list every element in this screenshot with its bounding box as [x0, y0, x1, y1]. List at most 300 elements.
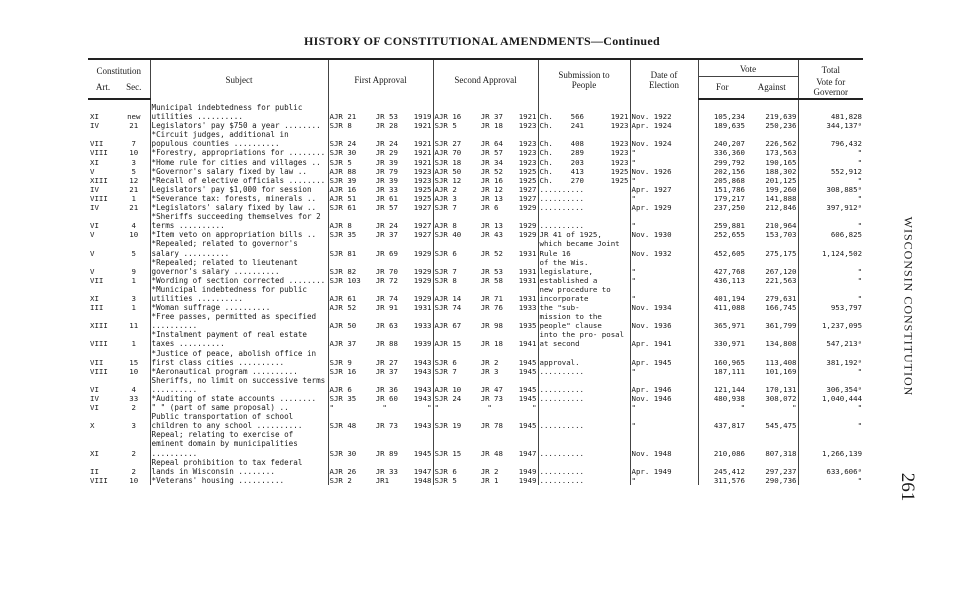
election-date-cell: " — [630, 476, 698, 485]
vote-for-cell: 189,635 — [713, 121, 746, 131]
first-approval-cell — [328, 349, 433, 367]
second-approval-cell-part: JR 52 — [480, 166, 503, 176]
first-approval-cell-part: 1933 — [413, 321, 432, 331]
submission-part: 566 — [570, 112, 585, 122]
first-approval-cell-part: JR 57 — [375, 203, 398, 213]
second-approval-cell-part: 1927 — [518, 193, 537, 203]
second-approval-cell-part: 1931 — [518, 266, 537, 276]
section-cell: 21 — [118, 185, 150, 194]
article-cell: IV — [90, 394, 99, 403]
first-approval-cell — [328, 367, 433, 376]
vote-against-cell: 807,318 — [746, 430, 798, 457]
first-approval-cell — [328, 167, 433, 176]
first-approval-cell-part: " — [329, 403, 334, 413]
first-approval-cell — [328, 258, 433, 276]
submission-cell — [538, 303, 630, 312]
section-cell: 33 — [118, 394, 150, 403]
total-vote-cell: " — [857, 421, 863, 431]
first-approval-cell — [328, 158, 433, 167]
vote-for-cell: 437,817 — [713, 421, 746, 431]
second-approval-cell-part: JR 3 — [480, 366, 499, 376]
second-approval-cell-part: 1931 — [518, 275, 537, 285]
vote-for-cell: 240,207 — [713, 139, 746, 149]
second-approval-cell-part: 1929 — [518, 221, 537, 231]
second-approval-cell-part: SJR 74 — [434, 303, 462, 313]
subject-cell: *Home rule for cities and villages .. — [150, 158, 328, 167]
second-approval-cell — [433, 285, 538, 303]
first-approval-cell — [328, 394, 433, 403]
submission-cell — [538, 412, 630, 430]
second-approval-cell-part: SJR 7 — [434, 203, 457, 213]
article-cell: VIII — [90, 366, 108, 376]
first-approval-cell-part: SJR 9 — [329, 357, 352, 367]
article-cell: IV — [90, 121, 99, 131]
submission-cell — [538, 167, 630, 176]
table-row — [88, 212, 863, 230]
vote-for-cell: 187,111 — [713, 366, 746, 376]
first-approval-cell-part: SJR 39 — [329, 175, 357, 185]
submission-part: 270 — [570, 175, 585, 185]
submission-part: .......... — [539, 384, 585, 394]
second-approval-cell-part: JR 16 — [480, 175, 503, 185]
second-approval-cell-part: SJR 27 — [434, 139, 462, 149]
submission-cell — [538, 276, 630, 285]
vote-for-cell: 205,868 — [713, 175, 746, 185]
first-approval-cell-part: JR 91 — [375, 303, 398, 313]
first-approval-cell-part: 1939 — [413, 339, 432, 349]
first-approval-cell-part: SJR 30 — [329, 448, 357, 458]
subject-cell: Repeal prohibition to tax federal lands in Wisconsin ........ — [150, 458, 328, 476]
first-approval-cell-part: AJR 6 — [329, 384, 352, 394]
second-approval-cell-part: JR 78 — [480, 421, 503, 431]
second-approval-cell-part: 1949 — [518, 466, 537, 476]
second-approval-cell — [433, 376, 538, 394]
section-cell: 21 — [118, 203, 150, 212]
subject-header: Subject — [150, 59, 328, 99]
first-approval-cell — [328, 230, 433, 239]
vote-against-cell: 308,072 — [746, 394, 798, 403]
first-approval-header: First Approval — [328, 59, 433, 99]
amendments-table — [88, 58, 863, 485]
first-approval-cell-part: 1923 — [413, 175, 432, 185]
article-cell: VII — [90, 139, 104, 149]
first-approval-cell-part: SJR 81 — [329, 248, 357, 258]
second-approval-cell-part: 1921 — [518, 112, 537, 122]
submission-cell — [538, 194, 630, 203]
second-approval-cell — [433, 330, 538, 348]
election-date-cell: Apr. 1929 — [630, 203, 698, 212]
date-of-election-header: Date of Election — [630, 59, 698, 99]
submission-part: .......... — [539, 421, 585, 431]
submission-cell — [538, 239, 630, 257]
section-cell: 7 — [118, 130, 150, 148]
second-approval-cell-part: SJR 24 — [434, 394, 462, 403]
submission-part: JR 41 of 1925, — [539, 230, 602, 240]
vote-for-cell: 179,217 — [713, 193, 746, 203]
page-number-text: 261 — [897, 472, 918, 502]
submission-cell — [538, 403, 630, 412]
total-header: Total — [798, 59, 863, 76]
table-row — [88, 367, 863, 376]
submission-part: new procedure to incorporate — [539, 284, 611, 303]
first-approval-cell-part: JR 61 — [375, 193, 398, 203]
election-date-cell: " — [630, 258, 698, 276]
subject-cell: *Forestry, appropriations for ........ — [150, 148, 328, 157]
first-approval-cell-part: JR 73 — [375, 421, 398, 431]
first-approval-cell-part: JR 37 — [375, 230, 398, 240]
submission-cell — [538, 176, 630, 185]
table-row — [88, 148, 863, 157]
second-approval-cell-part: 1925 — [518, 175, 537, 185]
submission-cell — [538, 185, 630, 194]
table-row — [88, 330, 863, 348]
total-vote-cell: 796,432 — [830, 139, 863, 149]
vote-against-cell: 275,175 — [746, 239, 798, 257]
second-approval-cell-part: SJR 6 — [434, 357, 457, 367]
submission-part: 1923 — [610, 121, 629, 131]
total-vote-cell: 397,912ᵃ — [826, 203, 863, 213]
submission-cell — [538, 330, 630, 348]
election-date-cell: Nov. 1936 — [630, 312, 698, 330]
submission-part: Ch. — [539, 121, 553, 131]
vote-for-cell: 259,881 — [713, 221, 746, 231]
table-row — [88, 303, 863, 312]
first-approval-cell-part: AJR 37 — [329, 339, 357, 349]
submission-cell — [538, 430, 630, 457]
total-vote-governor-header: Vote for Governor — [798, 76, 863, 99]
subject-cell: Repeal; relating to exercise of eminent domain by municipalities .......... — [150, 430, 328, 457]
second-approval-cell-part: " — [434, 403, 439, 413]
first-approval-cell-part: AJR 61 — [329, 293, 357, 303]
first-approval-cell-part: 1929 — [413, 248, 432, 258]
article-cell: VIII — [90, 475, 108, 485]
table-row — [88, 185, 863, 194]
table-row — [88, 130, 863, 148]
first-approval-cell-part: AJR 52 — [329, 303, 357, 313]
section-cell: 11 — [118, 312, 150, 330]
second-approval-cell — [433, 258, 538, 276]
first-approval-cell — [328, 121, 433, 130]
second-approval-cell-part: SJR 12 — [434, 175, 462, 185]
constitution-header — [88, 59, 150, 76]
article-cell: VI — [90, 384, 99, 394]
running-head-text: WISCONSIN CONSTITUTION — [901, 216, 916, 397]
submission-cell — [538, 212, 630, 230]
first-approval-cell-part: SJR 8 — [329, 121, 352, 131]
second-approval-cell-part: JR 58 — [480, 275, 503, 285]
first-approval-cell-part: 1943 — [413, 394, 432, 403]
submission-part: .......... — [539, 221, 585, 231]
second-approval-cell-part: AJR 15 — [434, 339, 462, 349]
second-approval-cell-part: JR 37 — [480, 112, 503, 122]
submission-cell — [538, 394, 630, 403]
subject-cell: *Wording of section corrected ........ — [150, 276, 328, 285]
election-date-cell: Apr. 1946 — [630, 376, 698, 394]
first-approval-cell-part: AJR 88 — [329, 166, 357, 176]
second-approval-cell-part: AJR 8 — [434, 221, 457, 231]
vote-for-cell: 336,360 — [713, 148, 746, 158]
first-approval-cell-part: SJR 5 — [329, 157, 352, 167]
second-approval-cell — [433, 303, 538, 312]
submission-cell — [538, 349, 630, 367]
total-vote-cell: 308,885ᵃ — [826, 184, 863, 194]
election-date-cell: " — [630, 212, 698, 230]
vote-for-cell: 299,792 — [713, 157, 746, 167]
second-approval-cell — [433, 430, 538, 457]
second-approval-cell-part: JR 57 — [480, 148, 503, 158]
subject-cell: *Repealed; related to governor's salary .......... — [150, 239, 328, 257]
vote-for-cell: 121,144 — [713, 384, 746, 394]
second-approval-cell-part: 1945 — [518, 384, 537, 394]
submission-cell — [538, 312, 630, 330]
vote-for-cell: 452,605 — [713, 248, 746, 258]
section-cell: 10 — [118, 367, 150, 376]
first-approval-cell-part: JR1 — [375, 475, 390, 485]
second-approval-cell — [433, 167, 538, 176]
second-approval-cell-part: 1945 — [518, 366, 537, 376]
first-approval-cell-part: SJR 24 — [329, 139, 357, 149]
section-cell: 21 — [118, 121, 150, 130]
vote-against-cell: 166,745 — [746, 303, 798, 312]
first-approval-cell-part: JR 29 — [375, 148, 398, 158]
submission-part: 408 — [570, 139, 585, 149]
second-approval-cell-part: 1935 — [518, 321, 537, 331]
first-approval-cell — [328, 285, 433, 303]
total-vote-cell: 344,137ᵃ — [826, 121, 863, 131]
election-date-cell: Nov. 1922 — [630, 99, 698, 121]
submission-part: 289 — [570, 148, 585, 158]
subject-cell: Municipal indebtedness for public utilities .......... — [150, 99, 328, 121]
vote-for-cell: 202,156 — [713, 166, 746, 176]
total-vote-cell: 381,192ᵃ — [826, 357, 863, 367]
second-approval-cell — [433, 185, 538, 194]
submission-part: which became Joint Rule 16 — [539, 239, 620, 258]
first-approval-cell-part: AJR 50 — [329, 321, 357, 331]
first-approval-cell-part: 1923 — [413, 166, 432, 176]
first-approval-cell-part: SJR 61 — [329, 203, 357, 213]
first-approval-cell-part: SJR 2 — [329, 475, 352, 485]
second-approval-cell-part: JR 34 — [480, 157, 503, 167]
submission-part: established a — [539, 275, 598, 285]
total-vote-cell: 1,237,095 — [821, 321, 863, 331]
section-cell: 1 — [118, 194, 150, 203]
vote-against-cell: 153,703 — [746, 230, 798, 239]
election-date-cell: Nov. 1924 — [630, 130, 698, 148]
first-approval-cell-part: JR 89 — [375, 448, 398, 458]
vote-for-cell: 210,086 — [713, 448, 746, 458]
vote-for-cell: 311,576 — [713, 475, 746, 485]
section-cell: 15 — [118, 349, 150, 367]
second-approval-cell — [433, 349, 538, 367]
second-approval-cell-part: AJR 10 — [434, 384, 462, 394]
submission-part: .......... — [539, 448, 585, 458]
submission-cell — [538, 99, 630, 121]
second-approval-cell-part: JR 64 — [480, 139, 503, 149]
second-approval-cell-part: 1923 — [518, 148, 537, 158]
second-approval-cell-part: JR 6 — [480, 203, 499, 213]
second-approval-cell — [433, 203, 538, 212]
submission-part: .......... — [539, 193, 585, 203]
second-approval-cell — [433, 312, 538, 330]
vote-against-cell: 221,563 — [746, 276, 798, 285]
section-cell: 4 — [118, 376, 150, 394]
second-approval-cell-part: AJR 67 — [434, 321, 462, 331]
second-approval-cell-part: JR 53 — [480, 266, 503, 276]
vote-for-cell: 105,234 — [713, 112, 746, 122]
second-approval-cell-part: JR 52 — [480, 248, 503, 258]
vote-against-cell: 226,562 — [746, 130, 798, 148]
vote-against-cell: 141,888 — [746, 194, 798, 203]
article-cell: VIII — [90, 193, 108, 203]
second-approval-cell — [433, 367, 538, 376]
election-date-cell: Nov. 1934 — [630, 303, 698, 312]
vote-against-cell: 219,639 — [746, 99, 798, 121]
first-approval-cell-part: AJR 8 — [329, 221, 352, 231]
first-approval-cell-part: JR 53 — [375, 112, 398, 122]
submission-cell — [538, 476, 630, 485]
section-cell: 4 — [118, 212, 150, 230]
first-approval-cell-part: 1943 — [413, 357, 432, 367]
second-approval-cell — [433, 158, 538, 167]
table-row — [88, 158, 863, 167]
second-approval-cell — [433, 394, 538, 403]
second-approval-cell-part: SJR 15 — [434, 448, 462, 458]
submission-cell — [538, 158, 630, 167]
first-approval-cell — [328, 312, 433, 330]
second-approval-cell-part: AJR 2 — [434, 184, 457, 194]
subject-cell: *Free passes, permitted as specified .......... — [150, 312, 328, 330]
first-approval-cell-part: JR 63 — [375, 321, 398, 331]
subject-cell: *Recall of elective officials ........ — [150, 176, 328, 185]
subject-cell: *Municipal indebtedness for public utilities .......... — [150, 285, 328, 303]
total-vote-cell: 1,040,444 — [821, 394, 863, 403]
second-approval-cell-part: JR 18 — [480, 339, 503, 349]
section-cell: 3 — [118, 158, 150, 167]
submission-part: Ch. — [539, 148, 553, 158]
section-cell: 1 — [118, 303, 150, 312]
first-approval-cell-part: 1919 — [413, 112, 432, 122]
article-cell: XI — [90, 293, 99, 303]
first-approval-cell — [328, 476, 433, 485]
submission-cell — [538, 376, 630, 394]
second-approval-cell-part: JR 18 — [480, 121, 503, 131]
second-approval-cell-part: JR 98 — [480, 321, 503, 331]
total-vote-cell: 481,828 — [830, 112, 863, 122]
first-approval-cell-part: 1943 — [413, 421, 432, 431]
second-approval-cell — [433, 403, 538, 412]
first-approval-cell-part: SJR 48 — [329, 421, 357, 431]
total-vote-cell: " — [857, 366, 863, 376]
submission-part: of the Wis. legislature, — [539, 257, 593, 276]
second-approval-cell-part: JR 12 — [480, 184, 503, 194]
first-approval-cell-part: AJR 21 — [329, 112, 357, 122]
first-approval-cell — [328, 99, 433, 121]
submission-part: 1923 — [610, 139, 629, 149]
table-row — [88, 430, 863, 457]
section-cell: 10 — [118, 476, 150, 485]
election-date-cell: " — [630, 403, 698, 412]
vote-against-cell: 290,736 — [746, 476, 798, 485]
section-cell: new — [118, 99, 150, 121]
election-date-cell: " — [630, 176, 698, 185]
section-cell: 3 — [118, 285, 150, 303]
submission-part: .......... — [539, 203, 585, 213]
total-vote-cell: 606,825 — [830, 230, 863, 240]
first-approval-cell — [328, 330, 433, 348]
subject-cell: *Governor's salary fixed by law .. — [150, 167, 328, 176]
section-cell: 2 — [118, 458, 150, 476]
election-date-cell: " — [630, 158, 698, 167]
article-cell: VIII — [90, 148, 108, 158]
first-approval-cell-part: AJR 16 — [329, 184, 357, 194]
submission-cell — [538, 130, 630, 148]
first-approval-cell-part: 1925 — [413, 193, 432, 203]
table-row — [88, 276, 863, 285]
subject-cell: *Auditing of state accounts ........ — [150, 394, 328, 403]
election-date-cell: " — [630, 412, 698, 430]
second-approval-cell — [433, 230, 538, 239]
second-approval-cell-part: 1923 — [518, 139, 537, 149]
article-cell: V — [90, 166, 95, 176]
second-approval-cell-part: 1945 — [518, 357, 537, 367]
vote-for-cell: 151,786 — [713, 184, 746, 194]
subject-cell: Legislators' pay $1,000 for session — [150, 185, 328, 194]
election-date-cell: Apr. 1945 — [630, 349, 698, 367]
election-date-cell: " — [630, 285, 698, 303]
first-approval-cell-part: JR 28 — [375, 121, 398, 131]
second-approval-cell-part: SJR 8 — [434, 275, 457, 285]
first-approval-cell-part: 1921 — [413, 139, 432, 149]
election-date-cell: Apr. 1927 — [630, 185, 698, 194]
first-approval-cell-part: JR 70 — [375, 266, 398, 276]
vote-against-cell: 250,236 — [746, 121, 798, 130]
for-header: For — [698, 76, 746, 99]
section-cell: 5 — [118, 239, 150, 257]
first-approval-cell-part: 1927 — [413, 230, 432, 240]
second-approval-cell-part: JR 71 — [480, 293, 503, 303]
vote-against-cell: 210,964 — [746, 212, 798, 230]
second-approval-cell — [433, 99, 538, 121]
second-approval-cell-part: JR 76 — [480, 303, 503, 313]
first-approval-cell-part: " — [427, 403, 432, 413]
submission-cell — [538, 458, 630, 476]
second-approval-cell-part: 1949 — [518, 475, 537, 485]
second-approval-cell-part: 1931 — [518, 293, 537, 303]
sec-header: Sec. — [118, 76, 150, 99]
first-approval-cell-part: JR 60 — [375, 394, 398, 403]
submission-part: Ch. — [539, 166, 553, 176]
election-date-cell: Nov. 1946 — [630, 394, 698, 403]
first-approval-cell-part: 1931 — [413, 303, 432, 313]
section-cell: 12 — [118, 176, 150, 185]
section-cell: 2 — [118, 430, 150, 457]
article-cell: V — [90, 266, 95, 276]
table-body — [88, 99, 863, 485]
submission-part: .......... — [539, 184, 585, 194]
submission-part: 413 — [570, 166, 585, 176]
submission-part: 1921 — [610, 112, 629, 122]
total-vote-cell: " — [857, 293, 863, 303]
second-approval-cell-part: SJR 6 — [434, 466, 457, 476]
submission-part: 1925 — [610, 166, 629, 176]
submission-part: 1923 — [610, 157, 629, 167]
subject-cell: *Woman suffrage .......... — [150, 303, 328, 312]
first-approval-cell — [328, 276, 433, 285]
article-cell: XIII — [90, 175, 108, 185]
page-title: HISTORY OF CONSTITUTIONAL AMENDMENTS—Continued — [303, 34, 660, 48]
table-row — [88, 194, 863, 203]
second-approval-cell-part: SJR 40 — [434, 230, 462, 240]
